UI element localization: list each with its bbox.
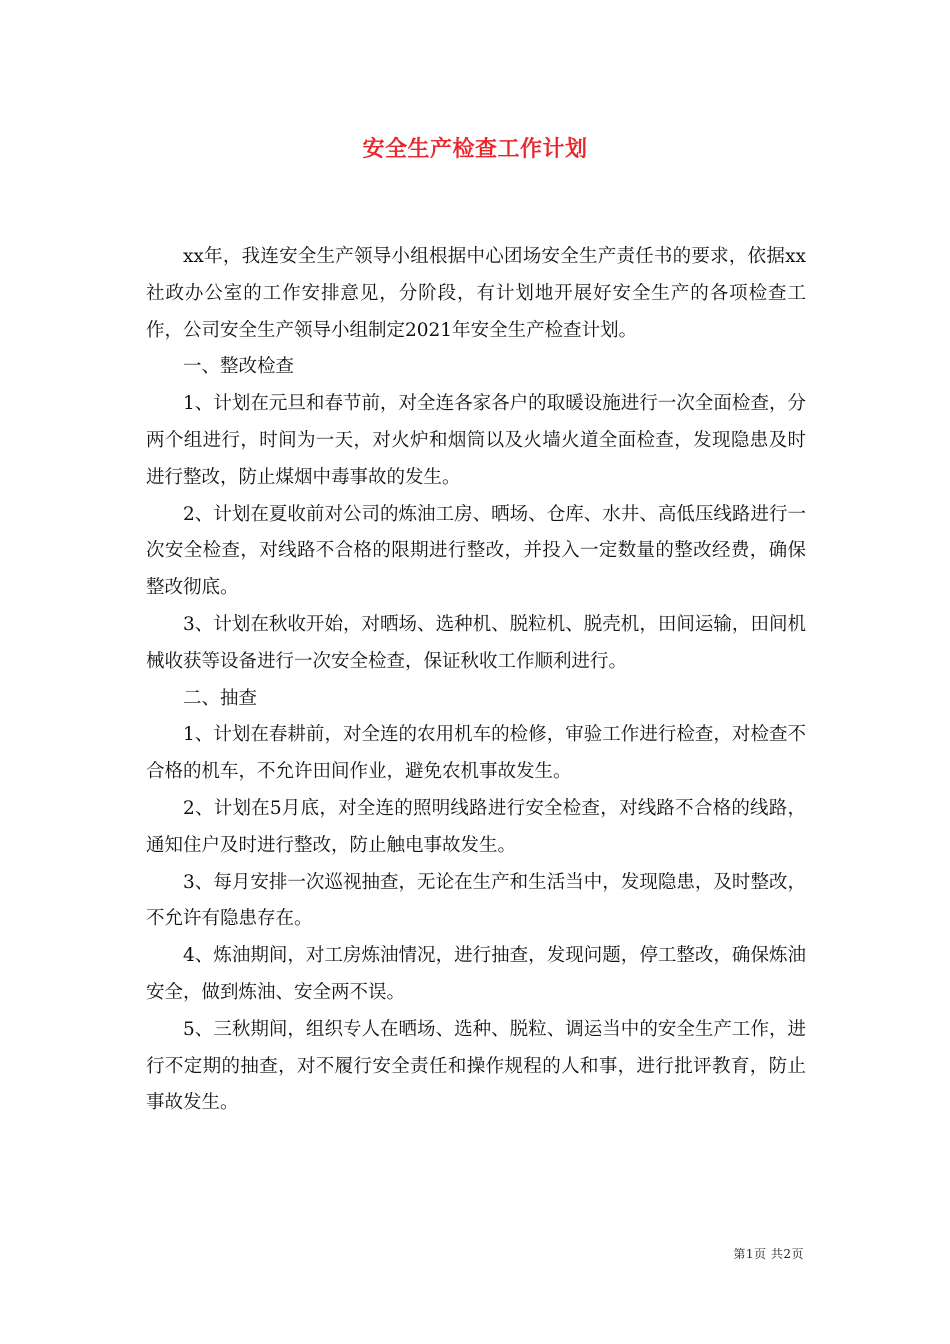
page-number-footer: 第1页 共2页: [733, 1247, 804, 1261]
intro-paragraph: xx年，我连安全生产领导小组根据中心团场安全生产责任书的要求，依据xx社政办公室的工作安排意见，分阶段，有计划地开展好安全生产的各项检查工作，公司安全生产领导小组制定2021年安全生产检查计划。: [146, 246, 806, 341]
rectification-item-1: 1、计划在元旦和春节前，对全连各家各户的取暖设施进行一次全面检查，分两个组进行，时间为一天，对火炉和烟筒以及火墙火道全面检查，发现隐患及时进行整改，防止煤烟中毒事故的发生。: [146, 393, 806, 488]
rectification-item-2: 2、计划在夏收前对公司的炼油工房、晒场、仓库、水井、高低压线路进行一次安全检查，对线路不合格的限期进行整改，并投入一定数量的整改经费，确保整改彻底。: [146, 503, 806, 599]
spot-check-item-2: 2、计划在5月底，对全连的照明线路进行安全检查，对线路不合格的线路，通知住户及时进行整改，防止触电事故发生。: [146, 797, 806, 856]
spot-check-item-5: 5、三秋期间，组织专人在晒场、选种、脱粒、调运当中的安全生产工作，进行不定期的抽查，对不履行安全责任和操作规程的人和事，进行批评教育，防止事故发生。: [146, 1018, 806, 1114]
rectification-item-3: 3、计划在秋收开始，对晒场、选种机、脱粒机、脱壳机，田间运输，田间机械收获等设备进行一次安全检查，保证秋收工作顺利进行。: [146, 613, 806, 672]
section-heading-spot-check: 二、抽查: [183, 687, 258, 709]
spot-check-item-1: 1、计划在春耕前，对全连的农用机车的检修，审验工作进行检查，对检查不合格的机车，不允许田间作业，避免农机事故发生。: [146, 724, 806, 783]
spot-check-item-3: 3、每月安排一次巡视抽查，无论在生产和生活当中，发现隐患，及时整改，不允许有隐患存在。: [146, 871, 806, 930]
document-title: 安全生产检查工作计划: [362, 136, 588, 162]
document-body: [146, 239, 806, 1122]
spot-check-item-4: 4、炼油期间，对工房炼油情况，进行抽查，发现问题，停工整改，确保炼油安全，做到炼油、安全两不误。: [146, 945, 806, 1003]
section-heading-rectification: 一、整改检查: [183, 356, 295, 378]
